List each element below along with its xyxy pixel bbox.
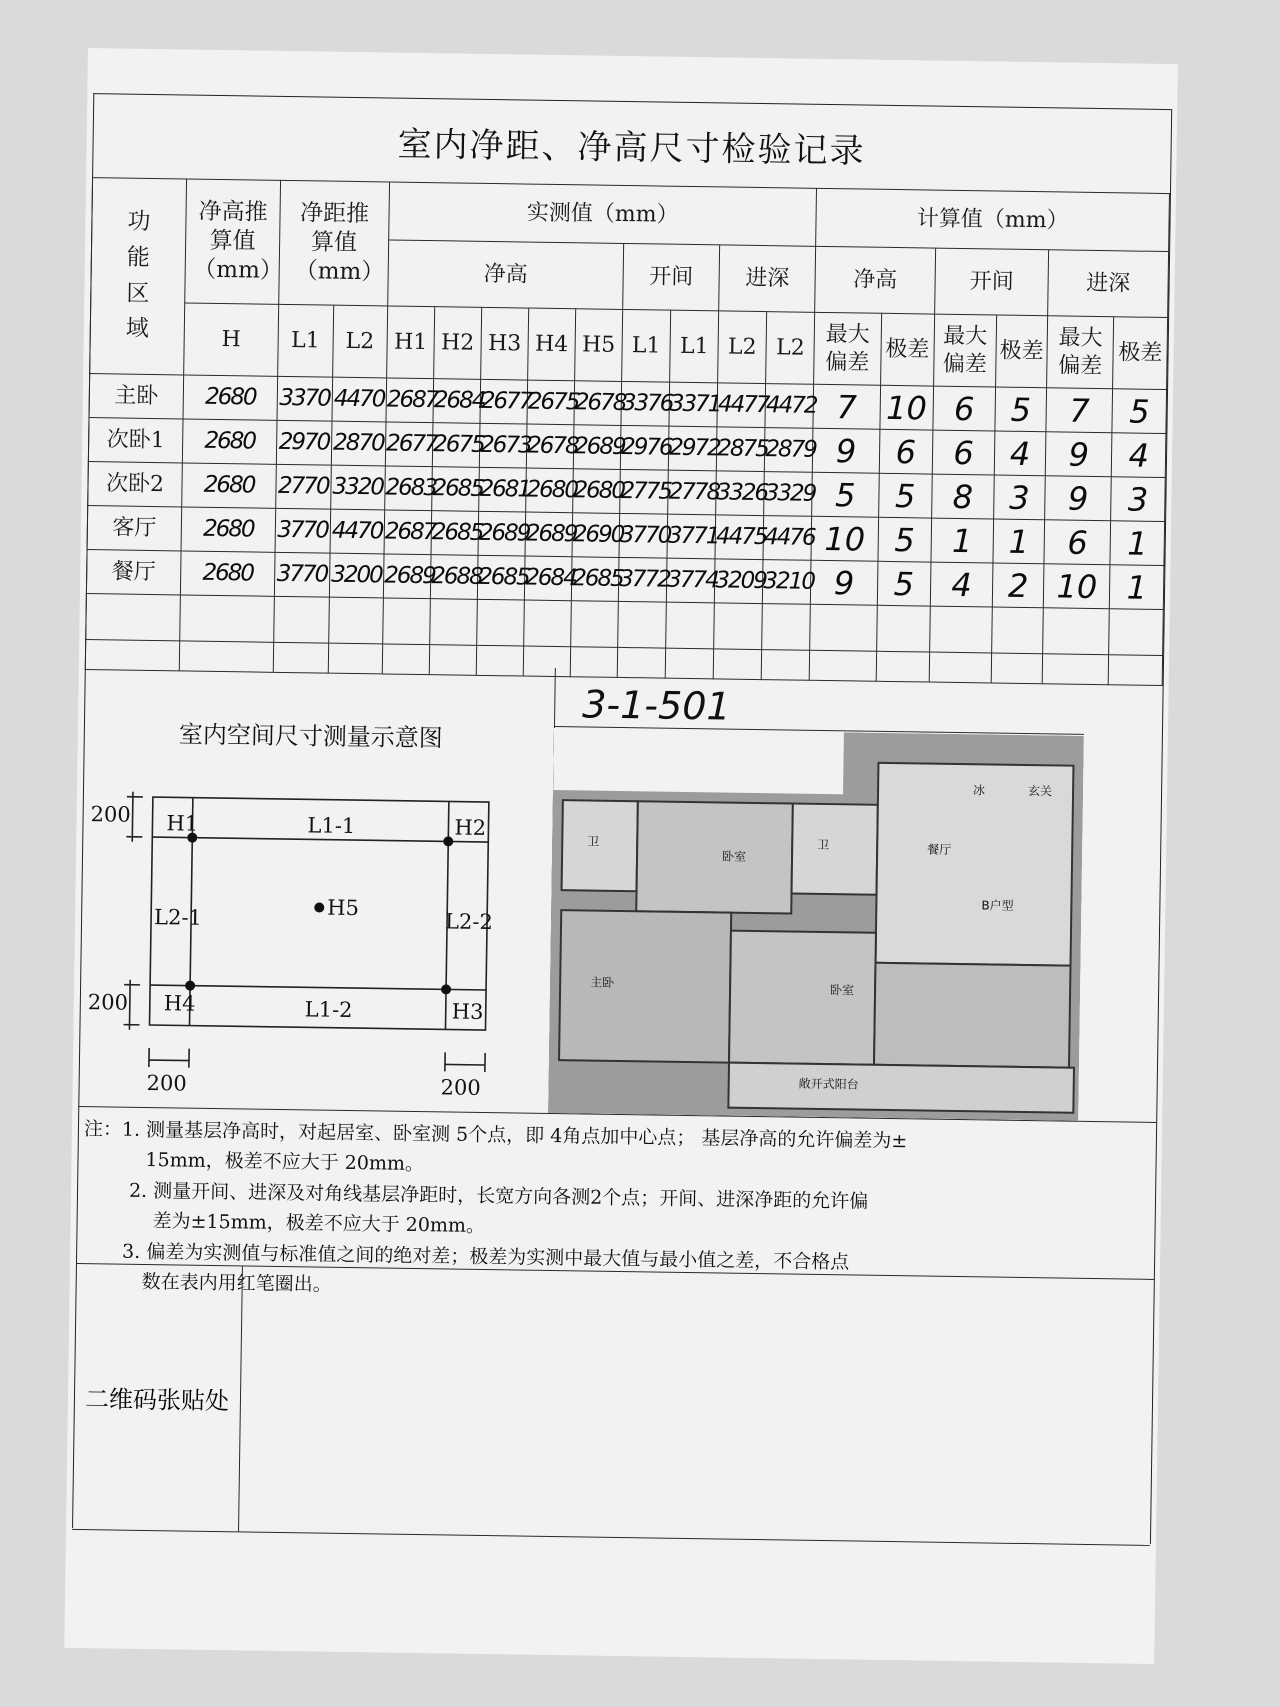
table-cell [667, 514, 719, 559]
plan-label-unit-type: B户型 [981, 898, 1014, 913]
table-cell [526, 424, 578, 469]
label-L2-2: L2-2 [444, 909, 494, 935]
handwritten-value: 2689 [478, 519, 530, 547]
handwritten-value: 6 [953, 389, 975, 428]
table-cell [1112, 389, 1166, 434]
handwritten-value: 2685 [571, 565, 623, 593]
header-measured: 实测值（mm） [389, 182, 817, 246]
col-H2: H2 [434, 307, 482, 380]
dim-label-left: 200 [146, 1070, 187, 1096]
table-cell [1044, 564, 1111, 609]
plan-label-bedroom-1: 卧室 [721, 849, 747, 864]
handwritten-value: 2870 [332, 429, 384, 457]
table-cell [276, 464, 331, 509]
note-3-line-1: 3. 偏差为实测值与标准值之间的绝对差；极差为实测中最大值与最小值之差，不合格点 [121, 1240, 850, 1273]
handwritten-value: 1 [1008, 522, 1030, 561]
floor-plan-drawing [548, 728, 1084, 1121]
col-width-max-dev: 最大偏差 [934, 314, 997, 387]
handwritten-value: 2680 [573, 477, 625, 505]
dim-line-top [132, 792, 133, 842]
plan-label-bathroom-1: 卫 [587, 834, 600, 849]
table-cell [811, 560, 878, 605]
table-cell [275, 508, 330, 553]
table-cell [478, 511, 530, 556]
table-cell [994, 475, 1046, 520]
handwritten-value: 3 [1127, 479, 1149, 519]
handwritten-value: 5 [1010, 390, 1032, 429]
table-cell [430, 555, 482, 600]
handwritten-value: 6 [895, 432, 917, 471]
col-H5: H5 [575, 309, 623, 382]
col-measured-L2a: L2 [718, 311, 767, 384]
handwritten-value: 7 [1069, 391, 1091, 430]
note-3-line-2: 数在表内用红笔圈出。 [141, 1270, 332, 1296]
table-cell [813, 428, 880, 473]
handwritten-value: 2879 [765, 436, 817, 463]
handwritten-value: 3370 [279, 385, 331, 412]
page-title: 室内净距、净高尺寸检验记录 [92, 93, 1171, 194]
col-H3: H3 [481, 307, 529, 380]
col-depth-range: 极差 [1113, 317, 1168, 390]
table-cell [1044, 520, 1111, 565]
row-function-name: 次卧1 [88, 418, 183, 463]
label-L2-1: L2-1 [153, 905, 203, 930]
handwritten-value: 1 [951, 521, 973, 560]
handwritten-value: 2685 [431, 519, 483, 547]
col-measured-L1b: L1 [670, 310, 719, 383]
col-H1: H1 [387, 306, 435, 379]
table-cell [431, 511, 483, 556]
handwritten-value: 2677 [385, 430, 437, 458]
handwritten-value: 2687 [384, 518, 436, 546]
handwritten-value: 4477 [717, 391, 769, 419]
table-cell [666, 558, 718, 603]
table-cell [765, 428, 817, 473]
table-cell [621, 381, 673, 426]
handwritten-value: 3 [1009, 478, 1030, 517]
offset-line-top [152, 837, 488, 842]
table-cell [384, 510, 436, 555]
handwritten-value: 4472 [765, 392, 817, 419]
handwritten-value: 2675 [527, 388, 579, 416]
table-cell [330, 465, 385, 510]
handwritten-value: 5 [834, 475, 856, 514]
header-calc-depth: 进深 [1048, 250, 1169, 318]
table-cell [995, 387, 1047, 432]
handwritten-value: 3772 [618, 566, 670, 593]
table-cell [527, 380, 579, 425]
handwritten-value: 2681 [479, 475, 531, 503]
table-cell [619, 513, 671, 558]
note-2-line-1: 2. 测量开间、进深及对角线基层净距时，长宽方向各测2个点；开间、进深净距的允许偏 [128, 1179, 869, 1213]
col-H: H [184, 303, 279, 376]
room-balcony [728, 1063, 1074, 1113]
handwritten-value: 8 [952, 477, 974, 516]
table-cell [618, 557, 670, 602]
table-cell [877, 561, 931, 606]
table-cell [433, 379, 485, 424]
label-H5: H5 [327, 895, 360, 921]
table-cell [715, 515, 767, 560]
table-cell [526, 468, 578, 513]
col-measured-L2b: L2 [766, 312, 815, 385]
handwritten-value: 2689 [525, 520, 577, 548]
plan-label-master-bedroom: 主卧 [590, 975, 615, 990]
handwritten-value: 3774 [667, 566, 718, 594]
handwritten-value: 4 [1009, 434, 1031, 473]
room-bathroom-1 [562, 800, 638, 891]
table-cell [879, 385, 933, 430]
handwritten-value: 2688 [431, 563, 482, 591]
handwritten-value: 6 [953, 433, 975, 472]
handwritten-value: 3320 [332, 473, 384, 501]
room-bathroom-2 [792, 804, 878, 895]
table-cell [765, 384, 817, 429]
header-function-area: 功能区域 [90, 178, 187, 375]
handwritten-value: 3770 [276, 560, 328, 588]
header-width: 开间 [623, 243, 720, 310]
note-1-line-2: 15mm，极差不应大于 20mm。 [145, 1149, 425, 1176]
floor-plan-area [548, 668, 1085, 1121]
table-cell [763, 516, 815, 561]
col-height-range: 极差 [880, 313, 934, 386]
table-cell [1110, 521, 1164, 566]
handwritten-value: 2775 [620, 478, 672, 505]
row-function-name: 客厅 [87, 506, 182, 551]
handwritten-value: 2673 [479, 431, 531, 459]
handwritten-value: 4476 [763, 524, 815, 551]
diagram-drawing [78, 661, 555, 1113]
handwritten-value: 5 [894, 520, 916, 559]
handwritten-value: 5 [1128, 391, 1150, 431]
table-cell [573, 425, 625, 470]
table-cell [180, 551, 275, 596]
handwritten-value: 4470 [331, 517, 383, 545]
measurement-table [85, 177, 1170, 686]
diagram-title: 室内空间尺寸测量示意图 [178, 720, 444, 753]
handwritten-value: 2689 [384, 562, 435, 590]
dim-label-right: 200 [440, 1075, 481, 1100]
handwritten-value: 4475 [715, 523, 767, 551]
table-cell [764, 472, 816, 517]
handwritten-value: 10 [885, 388, 928, 427]
table-cell [930, 562, 993, 607]
room-bedroom-2 [729, 931, 876, 1065]
table-cell [931, 518, 994, 563]
dim-line-bottom [129, 980, 130, 1030]
handwritten-value: 2684 [524, 564, 576, 592]
handwritten-value: 4 [951, 565, 973, 604]
handwritten-value: 9 [1067, 479, 1089, 518]
table-cell [332, 377, 387, 422]
note-2-line-2: 差为±15mm，极差不应大于 20mm。 [152, 1210, 486, 1238]
table-cell [620, 425, 672, 470]
header-height-estimate: 净高推算值（mm） [185, 179, 281, 304]
handwritten-value: 3326 [716, 479, 768, 507]
handwritten-value: 1 [1127, 523, 1148, 563]
handwritten-value: 2875 [717, 435, 769, 463]
handwritten-value: 2689 [573, 433, 625, 461]
point-H2 [443, 836, 453, 846]
table-cell [479, 467, 531, 512]
table-cell [182, 463, 277, 508]
col-H4: H4 [528, 308, 576, 381]
handwritten-value: 3770 [619, 522, 671, 549]
dim-label-top: 200 [90, 802, 131, 827]
table-cell [932, 474, 995, 519]
plan-label-dining: 餐厅 [927, 842, 952, 857]
table-cell [383, 554, 435, 599]
table-cell [1112, 433, 1166, 478]
plan-label-balcony: 敞开式阳台 [798, 1076, 859, 1092]
qr-code-area [72, 1263, 1154, 1546]
handwritten-value: 2970 [278, 428, 330, 456]
col-width-range: 极差 [995, 315, 1047, 388]
table-cell [1046, 388, 1113, 433]
handwritten-value: 2687 [386, 386, 438, 414]
table-cell [274, 552, 329, 597]
col-height-max-dev: 最大偏差 [814, 312, 881, 385]
handwritten-value: 2680 [204, 383, 256, 411]
table-cell [716, 427, 769, 472]
table-cell [717, 383, 769, 428]
label-H4: H4 [163, 991, 196, 1016]
table-cell [879, 429, 933, 474]
handwritten-value: 1 [1126, 567, 1148, 607]
table-cell [181, 507, 276, 552]
point-H3 [441, 984, 451, 994]
handwritten-value: 2690 [572, 521, 624, 549]
plan-label-bedroom-2: 卧室 [830, 983, 855, 998]
unit-number: 3-1-501 [581, 682, 731, 729]
table-cell [330, 509, 385, 554]
table-cell [571, 557, 623, 602]
header-depth: 进深 [719, 245, 816, 312]
handwritten-value: 4470 [333, 385, 385, 413]
note-1-line-1: 注：1. 测量基层净高时，对起居室、卧室测 5个点，即 4角点加中心点； 基层净高的允许偏差为± [83, 1118, 908, 1153]
table-cell [525, 512, 577, 557]
handwritten-value: 2680 [204, 427, 256, 455]
handwritten-value: 10 [1056, 566, 1098, 606]
handwritten-value: 2685 [432, 475, 484, 503]
point-H4 [185, 981, 195, 991]
col-L1: L1 [278, 304, 334, 377]
table-cell [277, 376, 332, 421]
handwritten-value: 6 [1067, 523, 1089, 562]
label-H3: H3 [451, 999, 484, 1024]
plan-label-entrance: 玄关 [1027, 784, 1053, 799]
handwritten-value: 2675 [432, 431, 484, 459]
handwritten-value: 2972 [669, 434, 720, 462]
handwritten-value: 9 [833, 563, 855, 602]
label-H2: H2 [454, 815, 487, 840]
table-cell [385, 422, 437, 467]
qr-code-label: 二维码张贴处 [72, 1264, 243, 1531]
table-cell [524, 556, 576, 601]
table-body [86, 374, 1166, 610]
room-bedroom-1 [636, 801, 793, 913]
table-cell [994, 431, 1046, 476]
table-cell [477, 555, 529, 600]
plan-label-fridge: 冰 [972, 783, 986, 798]
dim-label-bottom: 200 [87, 990, 129, 1015]
handwritten-value: 7 [836, 387, 858, 426]
table-cell [668, 426, 720, 471]
handwritten-value: 2678 [526, 432, 578, 460]
handwritten-value: 2677 [480, 387, 532, 415]
table-cell [933, 386, 996, 431]
handwritten-value: 3770 [277, 516, 329, 544]
header-calc-width: 开间 [935, 248, 1049, 316]
label-H1: H1 [166, 811, 199, 836]
table-cell [385, 466, 437, 511]
point-H5 [314, 902, 324, 912]
header-calculated: 计算值（mm） [816, 188, 1169, 251]
row-function-name: 主卧 [89, 374, 184, 419]
table-cell [572, 513, 624, 558]
table-cell [1111, 477, 1165, 522]
table-cell [763, 560, 815, 605]
handwritten-value: 2683 [385, 474, 437, 502]
table-cell [992, 563, 1044, 608]
table-cell [182, 419, 277, 464]
row-function-name: 次卧2 [88, 462, 183, 507]
plan-label-bathroom-2: 卫 [817, 837, 830, 853]
handwritten-value: 2680 [526, 476, 578, 504]
table-cell [813, 384, 880, 429]
handwritten-value: 2680 [203, 471, 255, 499]
table-cell [276, 420, 331, 465]
measurement-diagram [78, 661, 556, 1113]
table-cell [1110, 565, 1164, 610]
col-depth-max-dev: 最大偏差 [1047, 316, 1114, 389]
table-cell [811, 516, 878, 561]
table-cell [878, 473, 932, 518]
table-cell [993, 519, 1045, 564]
handwritten-value: 9 [1068, 435, 1090, 474]
table-cell [620, 469, 672, 514]
table-cell [714, 559, 767, 604]
table-cell [812, 472, 879, 517]
header-net-height: 净高 [388, 240, 624, 309]
handwritten-value: 2770 [277, 472, 329, 500]
table-cell [668, 470, 720, 515]
table-cell [932, 430, 995, 475]
col-L2: L2 [332, 305, 388, 378]
dim-line-left [149, 1060, 189, 1061]
table-cell [574, 381, 626, 426]
handwritten-value: 2680 [202, 515, 254, 543]
floor-plan-image [548, 728, 1084, 1121]
handwritten-value: 5 [893, 564, 915, 603]
handwritten-value: 3329 [764, 480, 816, 507]
table-cell [573, 469, 625, 514]
offset-line-bottom [150, 985, 486, 990]
table-cell [480, 379, 532, 424]
table-cell [479, 423, 531, 468]
handwritten-value: 2678 [574, 389, 626, 417]
table-cell [183, 375, 278, 420]
col-measured-L1a: L1 [622, 309, 671, 382]
label-L1-1: L1-1 [307, 813, 356, 839]
handwritten-value: 2680 [202, 559, 254, 587]
table-cell [716, 471, 768, 516]
handwritten-value: 3210 [763, 568, 815, 595]
handwritten-value: 3200 [331, 561, 382, 589]
header-distance-estimate: 净距推算值（mm） [279, 180, 390, 306]
table-cell [386, 378, 438, 423]
inspection-sheet [64, 48, 1178, 1664]
handwritten-value: 10 [824, 519, 866, 559]
table-cell [432, 467, 484, 512]
table-cell [329, 553, 384, 598]
table-cell [1045, 432, 1112, 477]
lower-section [78, 661, 1162, 1123]
dim-line-right [445, 1064, 485, 1065]
handwritten-value: 4 [1128, 435, 1150, 475]
table-cell [432, 423, 484, 468]
handwritten-value: 3376 [621, 390, 673, 417]
handwritten-value: 5 [894, 476, 916, 515]
row-function-name: 餐厅 [86, 550, 181, 595]
handwritten-value: 2685 [478, 563, 529, 591]
table-cell [1045, 476, 1112, 521]
room-master-bedroom [559, 910, 731, 1063]
handwritten-value: 2 [1007, 566, 1029, 605]
handwritten-value: 9 [835, 431, 857, 470]
table-cell [669, 382, 721, 427]
header-calc-net-height: 净高 [815, 246, 936, 314]
room-living [874, 963, 1070, 1068]
label-L1-2: L1-2 [304, 997, 353, 1023]
handwritten-value: 3771 [667, 522, 719, 550]
table-cell [878, 517, 932, 562]
handwritten-value: 2778 [668, 478, 720, 506]
handwritten-value: 3371 [669, 390, 721, 418]
table-cell [331, 421, 386, 466]
handwritten-value: 2684 [433, 387, 485, 415]
handwritten-value: 3209 [715, 567, 767, 595]
handwritten-value: 2976 [620, 434, 672, 461]
